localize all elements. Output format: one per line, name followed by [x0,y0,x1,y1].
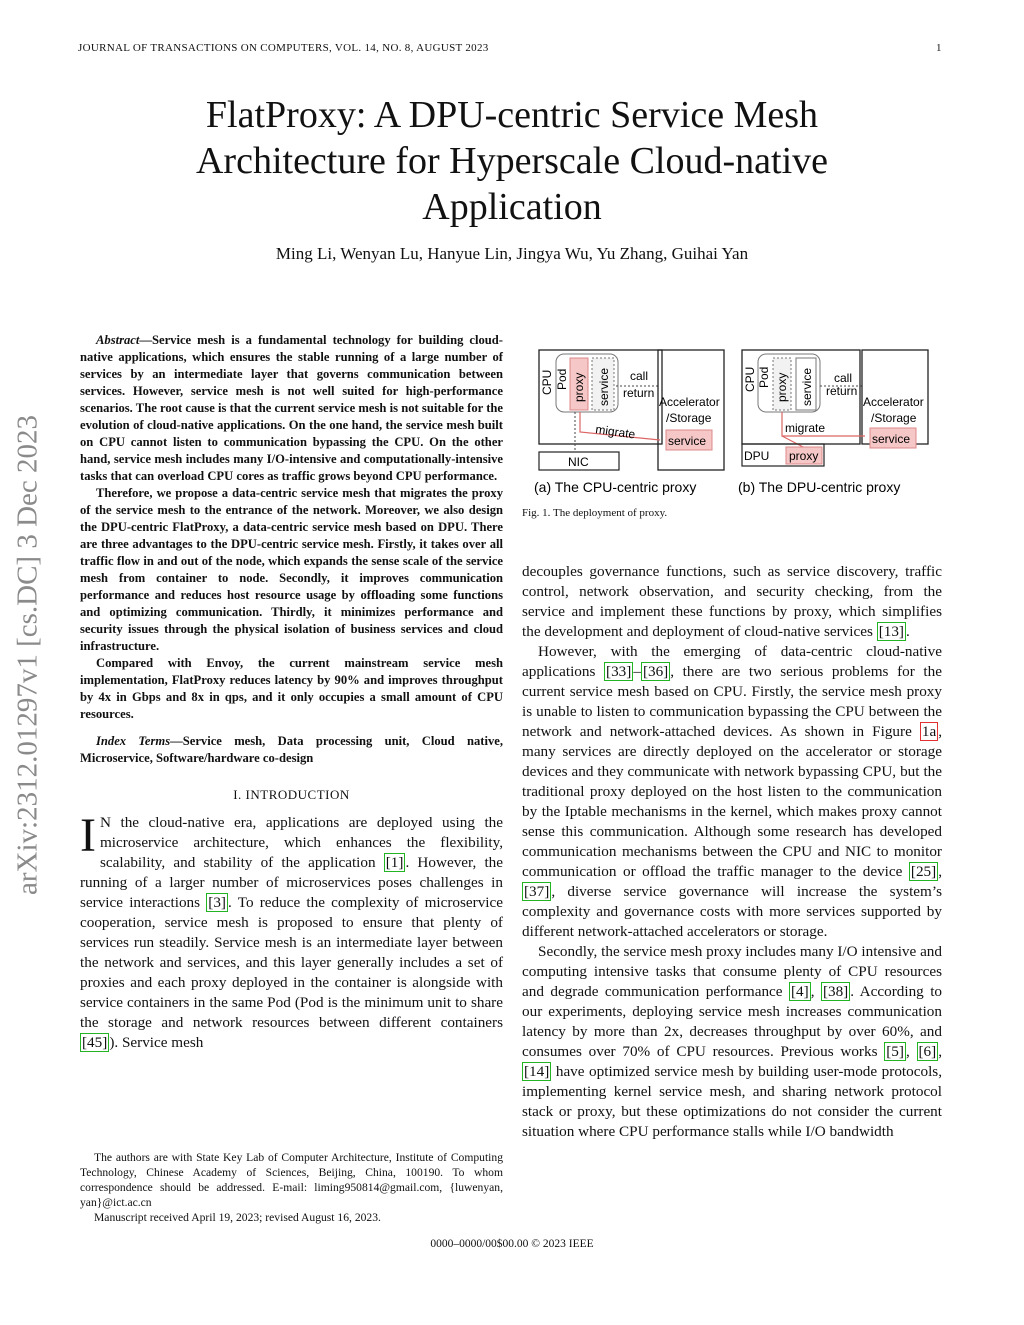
acc-service-label: service [668,434,707,448]
dpu-proxy-label: proxy [789,449,819,463]
footnote-manuscript: Manuscript received April 19, 2023; revised August 16, 2023. [94,1211,381,1224]
arxiv-stamp-text: arXiv:2312.01297v1 [cs.DC] 3 Dec 2023 [11,414,44,896]
citation-link[interactable]: [25] [910,863,937,880]
intro-paragraph [80,809,504,1053]
abstract-paragraph: Compared with Envoy, the current mainstream service mesh implementation, FlatProxy reduces latency by 90% and improves throughput by 4x in Gbps and 8x in qps, and it only occupies a small amount of CPU resources. [80,656,503,721]
page-number: 1 [936,42,942,54]
footnote [80,1150,503,1225]
figure-caption: Fig. 1. The deployment of proxy. [522,507,668,519]
dpu-label: DPU [744,449,770,463]
migrate-label: migrate [785,421,826,435]
running-header: JOURNAL OF TRANSACTIONS ON COMPUTERS, VOL. 14, NO. 8, AUGUST 2023 [78,42,489,54]
figure-1a [534,350,724,495]
body-paragraph [522,942,942,1142]
title-line: FlatProxy: A DPU-centric Service Mesh [205,94,819,136]
body-text: decouples governance functions, such as service discovery, traffic control, network observation, and security checking, from the service and implement these functions by proxy, which simplifies the development and deployment of cloud-native services [522,563,942,640]
index-terms [80,733,503,767]
citation-link[interactable]: [33] [606,663,632,680]
intro-text: . However, the running of a larger number of microservices poses challenges in service interactions [80,854,503,911]
citation-link[interactable]: [36] [642,663,669,680]
right-column [522,562,942,1142]
service-label: service [800,367,814,406]
body-paragraph [522,642,942,942]
body-text: . [906,623,910,640]
figure-1 [520,340,940,500]
body-text: , [905,1043,917,1060]
abstract-paragraph [80,332,503,485]
body-text: – [633,663,641,680]
migrate-label: migrate [594,422,637,442]
abstract-lead: Abstract [96,333,140,347]
paper-title [120,92,904,230]
body-text: . According to our experiments, deploying service mesh increases communication latency by more than 2x, decreases throughput by over 60%, and consumes over 70% of CPU resources. Previous works [522,983,943,1060]
index-terms-lead: Index Terms [96,734,171,748]
abstract [80,332,503,723]
accelerator-box [658,350,724,470]
return-label: return [826,384,858,398]
index-terms-text: —Service mesh, Data processing unit, Cloud native, Microservice, Software/hardware co-design [80,734,503,765]
abstract-paragraph: Therefore, we propose a data-centric service mesh that migrates the proxy of the service mesh to the entrance of the network. Moreover, we also design the DPU-centric FlatProxy, a data-centric service mesh based on DPU. There are three advantages to the DPU-centric service mesh. Firstly, it takes over all traffic flow in and out of the node, which expands the sense scale of the service mesh from container to node. Secondly, it improves communication performance and reduces host resource usage by offloading some functions and optimizing communication. Thirdly, it minimizes performance and security issues through the physical isolation of business services and cloud infrastructure. [80,486,503,653]
acc-service-label: service [872,432,911,446]
title-line: Application [422,186,602,228]
section-number: I. [233,787,246,802]
accelerator-label: Accelerator [863,395,924,409]
proxy-label: proxy [775,372,789,402]
section-first-letter: I [245,787,251,802]
body-text: However, with the emerging of data-centric cloud-native applications [522,643,942,680]
intro-text: N the cloud-native era, applications are deployed using the microservice architecture, which enhances the flexibility, scalability, and stability of the application [99,814,503,871]
citation-link[interactable]: [3] [208,894,226,911]
body-text: have optimized service mesh by building user-mode protocols, implementing kernel service mesh, and sharing network protocol stack or proxy, but these optimizations do not consider the current situation where CPU performance stalls while I/O bandwidth [522,1063,942,1140]
citation-link[interactable]: [5] [886,1043,904,1060]
title-line: Architecture for Hyperscale Cloud-native [195,140,828,182]
pod-label: Pod [555,368,569,390]
storage-label: /Storage [871,411,917,425]
body-text: , many services are directly deployed on the accelerator or storage devices and they communicate with network bypassing CPU, but the traditional proxy deployed on the host listen to the communication by the Iptable mechanisms in the kernel, which makes proxy cannot sense this communication. Although some research has developed communication mechanisms between the CPU and NIC to monitor communication or offload the traffic manager to the device [522,723,942,880]
cpu-label: CPU [743,366,757,392]
figure-1b [738,350,928,495]
body-paragraph [522,562,942,642]
citation-link[interactable]: [1] [385,854,404,871]
call-label: call [630,369,649,383]
citation-link[interactable]: [37] [524,883,550,900]
copyright-footer: 0000–0000/00$00.00 © 2023 IEEE [430,1238,594,1250]
citation-link[interactable]: [6] [918,1043,937,1060]
return-label: return [623,386,655,400]
body-text: , there are two serious problems for the current service mesh based on CPU. Firstly, the service mesh proxy is unable to listen to communication bypassing the CPU between the network and network-attached devices. As shown in Figure [522,663,942,740]
body-text: , [938,1043,943,1060]
footnote-affiliation: The authors are with State Key Lab of Computer Architecture, Institute of Computing Technology, Chinese Academy of Sciences, Beijing, China, 100190. To whom correspondence should be addressed. E-mail: liming950814@gmail.com, {luwenyan, yan}@ict.ac.cn [80,1151,503,1209]
body-text: , [938,863,942,880]
subcaption-a: (a) The CPU-centric proxy [534,479,697,495]
left-column [80,332,503,1053]
accelerator-label: Accelerator [659,395,720,409]
body-text: , [810,983,821,1000]
author-list: Ming Li, Wenyan Lu, Hanyue Lin, Jingya Wu, Yu Zhang, Guihai Yan [275,244,749,263]
call-label: call [834,371,853,385]
storage-label: /Storage [666,411,712,425]
subcaption-b: (b) The DPU-centric proxy [738,479,901,495]
cpu-label: CPU [540,369,554,395]
citation-link[interactable]: [14] [524,1063,550,1080]
section-heading [80,787,503,803]
nic-label: NIC [568,455,589,469]
figure-ref-link[interactable]: 1a [921,723,937,740]
citation-link[interactable]: [4] [790,983,809,1000]
section-rest: NTRODUCTION [250,787,350,802]
service-label: service [597,367,611,406]
body-text: Secondly, the service mesh proxy includes many I/O intensive and computing intensive tasks that consume plenty of CPU resources and degrade communication performance [522,943,942,1000]
intro-text: ). Service mesh [109,1034,204,1051]
citation-link[interactable]: [45] [82,1034,108,1051]
pod-label: Pod [757,366,771,388]
abstract-text: —Service mesh is a fundamental technology for building cloud-native applications, which ensures the stable running of a large number of services by an intermediate layer that governs communication between services. However, service mesh is not well suited for high-performance scenarios. The root cause is that the current service mesh is not suitable for the evolution of cloud-native applications. On the one hand, the service mesh built on CPU cannot listen to communication bypassing the CPU. On the other hand, service mesh includes many I/O-intensive and computationally-intensive tasks that can overload CPU cores as traffic grows beyond CPU performance. [80,333,503,483]
body-text: , diverse service governance will increase the system’s complexity and governance costs with more services supported by different network-attached accelerators or storage. [522,883,942,940]
drop-cap: I [80,809,96,862]
proxy-label: proxy [572,372,586,402]
migrate-arrow-down [782,436,805,448]
arxiv-stamp [8,350,48,960]
intro-text: . To reduce the complexity of microservice cooperation, service mesh is proposed to ensure that plenty of services run steadily. Service mesh is an intermediate layer between the network and services, and this layer generally includes a set of proxies and each proxy deployed in the container is alongside with service containers in the same Pod (Pod is the minimum unit to share the storage and network resources between different containers [80,894,504,1031]
citation-link[interactable]: [38] [822,983,849,1000]
citation-link[interactable]: [13] [878,623,904,640]
